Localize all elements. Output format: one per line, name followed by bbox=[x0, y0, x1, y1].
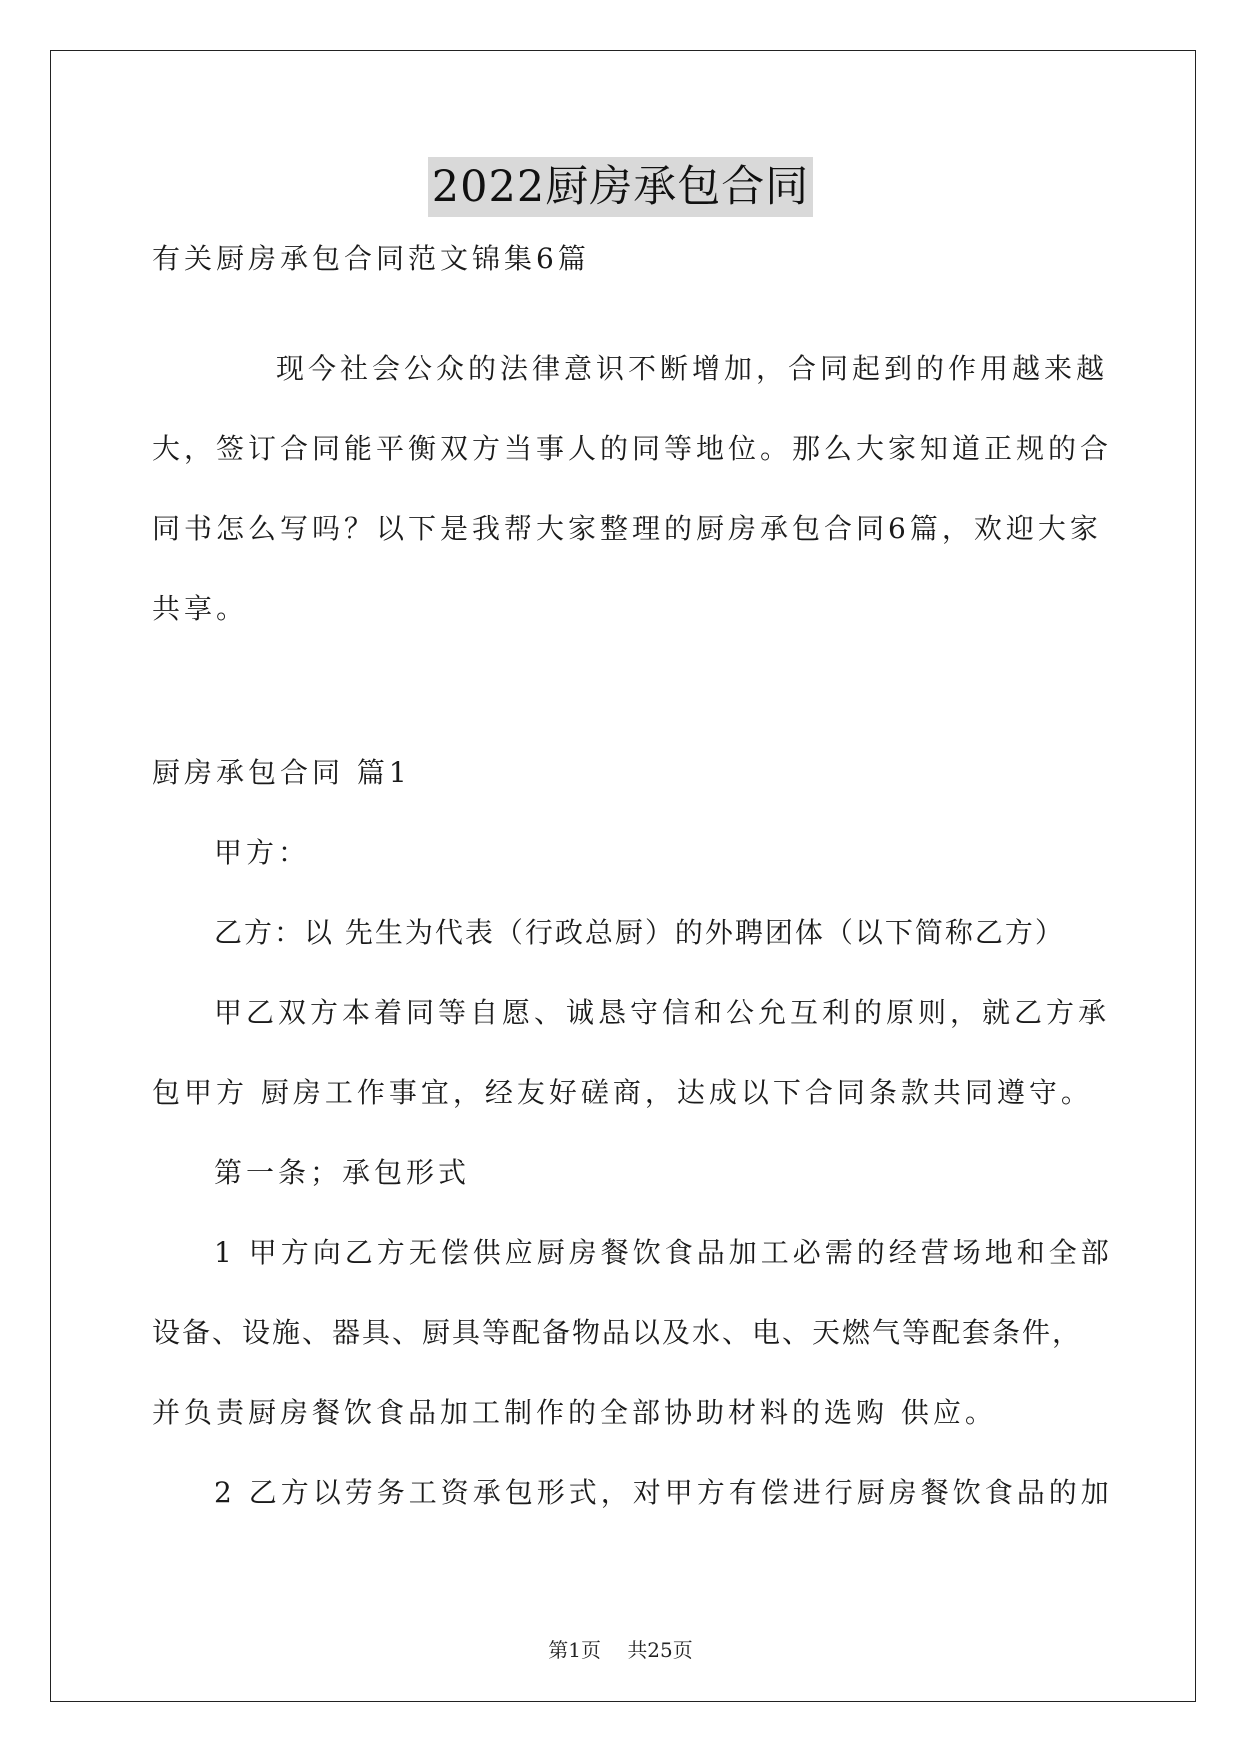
clause-1-line-2: 设备、设施、器具、厨具等配备物品以及水、电、天燃气等配套条件， bbox=[152, 1316, 1083, 1349]
clause-1-line-1: 1 甲方向乙方无偿供应厨房餐饮食品加工必需的经营场地和全部 bbox=[214, 1236, 1113, 1269]
intro-line-1: 现今社会公众的法律意识不断增加，合同起到的作用越来越 bbox=[276, 352, 1109, 385]
article-1-heading: 第一条；承包形式 bbox=[214, 1156, 471, 1189]
page-number: 第1页 bbox=[548, 1638, 601, 1662]
page-total: 共25页 bbox=[627, 1638, 693, 1662]
clause-1-line-3: 并负责厨房餐饮食品加工制作的全部协助材料的选购 供应。 bbox=[152, 1396, 997, 1429]
party-a: 甲方： bbox=[214, 836, 311, 869]
intro-line-2: 大，签订合同能平衡双方当事人的同等地位。那么大家知道正规的合 bbox=[152, 432, 1113, 465]
intro-line-3: 同书怎么写吗？以下是我帮大家整理的厨房承包合同6篇，欢迎大家 bbox=[152, 512, 1102, 545]
preamble-line-2: 包甲方 厨房工作事宜，经友好磋商，达成以下合同条款共同遵守。 bbox=[152, 1076, 1093, 1109]
title-container bbox=[0, 157, 1241, 217]
clause-2-line-1: 2 乙方以劳务工资承包形式，对甲方有偿进行厨房餐饮食品的加 bbox=[214, 1476, 1113, 1509]
document-title: 2022厨房承包合同 bbox=[428, 157, 813, 217]
intro-line-4: 共享。 bbox=[152, 592, 249, 625]
section-heading: 厨房承包合同 篇1 bbox=[152, 756, 411, 789]
page-footer bbox=[0, 1636, 1241, 1664]
document-subtitle: 有关厨房承包合同范文锦集6篇 bbox=[152, 242, 590, 275]
preamble-line-1: 甲乙双方本着同等自愿、诚恳守信和公允互利的原则，就乙方承 bbox=[214, 996, 1111, 1029]
page-frame bbox=[50, 50, 1196, 1702]
party-b: 乙方：以 先生为代表（行政总厨）的外聘团体（以下简称乙方） bbox=[214, 916, 1065, 949]
